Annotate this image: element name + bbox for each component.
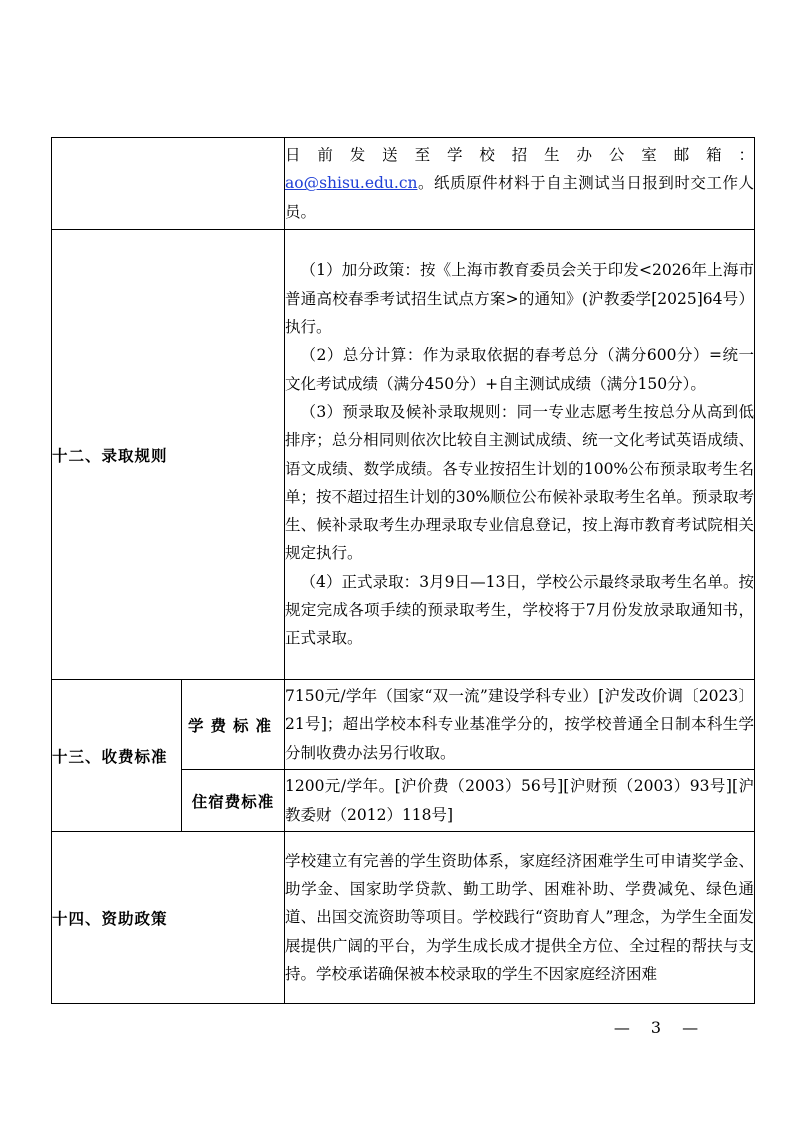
content-cell <box>285 138 755 230</box>
table-row <box>52 832 755 1004</box>
paragraph: （4）正式录取：3月9日—13日，学校公示最终录取考生名单。按规定完成各项手续的预录取考生，学校将于7月份发放录取通知书，正式录取。 <box>285 572 754 648</box>
email-link[interactable]: ao@shisu.edu.cn <box>285 174 418 193</box>
continuation-rest: 。纸质原件材料于自主测试当日报到时交工作人员。 <box>285 174 754 221</box>
paragraph: （3）预录取及候补录取规则：同一专业志愿考生按总分从高到低排序；总分相同则依次比较自主测试成绩、统一文化考试英语成绩、语文成绩、数学成绩。各专业按招生计划的100%公布预录取考生名单；按不超过招生计划的30%顺位公布候补录取考生名单。预录取考生、候补录取考生办理录取专业信息登记，按上海市教育考试院相关规定执行。 <box>285 402 754 563</box>
tuition-text: 7150元/学年（国家“双一流”建设学科专业）[沪发改价调〔2023〕21号]；超出学校本科专业基准学分的，按学校普通全日制本科生学分制收费办法另行收取。 <box>285 680 755 770</box>
admission-rules-cell <box>285 230 755 680</box>
continuation-text <box>285 169 754 226</box>
paragraph: （2）总分计算：作为录取依据的春考总分（满分600分）=统一文化考试成绩（满分450分）+自主测试成绩（满分150分）。 <box>285 346 754 393</box>
admission-info-table <box>51 137 755 1004</box>
row-label-fee-standard: 十三、收费标准 <box>52 680 182 832</box>
table-row <box>52 138 755 230</box>
financial-aid-text: 学校建立有完善的学生资助体系，家庭经济困难学生可申请奖学金、助学金、国家助学贷款、勤工助学、困难补助、学费减免、绿色通道、出国交流资助等项目。学校践行“资助育人”理念，为学生全面发展提供广阔的平台，为学生成长成才提供全方位、全过程的帮扶与支持。学校承诺确保被本校录取的学生不因家庭经济困难 <box>285 832 755 1004</box>
row-label-admission-rules: 十二、录取规则 <box>52 230 285 680</box>
table-row <box>52 230 755 680</box>
dormitory-text: 1200元/学年。[沪价费（2003）56号][沪财预（2003）93号][沪教委财（2012）118号] <box>285 770 755 832</box>
page-number: — 3 — <box>613 1018 707 1037</box>
paragraph: （1）加分政策：按《上海市教育委员会关于印发<2026年上海市普通高校春季考试招生试点方案>的通知》(沪教委学[2025]64号）执行。 <box>285 261 754 337</box>
continuation-line: 日前发送至学校招生办公室邮箱： <box>285 146 754 165</box>
sub-label-dormitory: 住宿费标准 <box>182 770 285 832</box>
table-row <box>52 680 755 770</box>
row-label-financial-aid: 十四、资助政策 <box>52 832 285 1004</box>
empty-label-cell <box>52 138 285 230</box>
sub-label-tuition: 学费标准 <box>182 680 285 770</box>
